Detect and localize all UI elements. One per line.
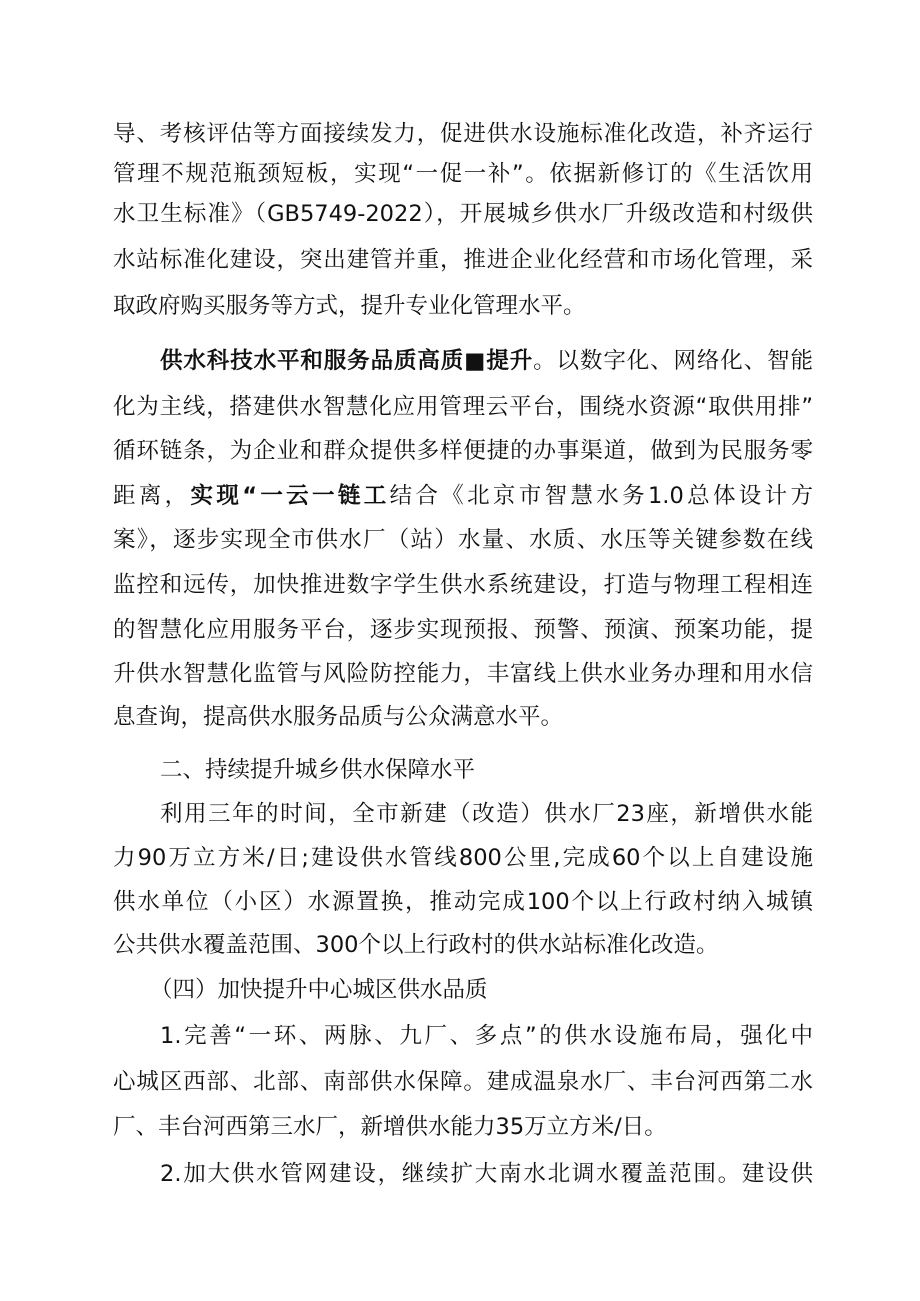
paragraph-line: 导、考核评估等方面接续发力，促进供水设施标准化改造，补齐运行	[113, 121, 813, 147]
paragraph-line: 升供水智慧化监管与风险防控能力，丰富线上供水业务办理和用水信	[113, 661, 813, 687]
subsection-heading: （四）加快提升中心城区供水品质	[150, 977, 488, 1003]
paragraph-line: 管理不规范瓶颈短板，实现“一促一补”。依据新修订的《生活饮用	[113, 161, 813, 187]
paragraph-first-line: 利用三年的时间，全市新建（改造）供水厂23座，新增供水能	[160, 801, 813, 827]
paragraph-line: 供水单位（小区）水源置换，推动完成100个以上行政村纳入城镇	[113, 889, 813, 915]
list-item-line: 厂、丰台河西第三水厂，新增供水能力35万立方米/日。	[113, 1114, 667, 1140]
list-item-line: 心城区西部、北部、南部供水保障。建成温泉水厂、丰台河西第二水	[113, 1069, 813, 1095]
paragraph-text: 结合《北京市智慧水务1.0总体设计方	[389, 483, 813, 509]
paragraph-line: 化为主线，搭建供水智慧化应用管理云平台，围绕水资源“取供用排”	[113, 394, 813, 420]
paragraph-line: 的智慧化应用服务平台，逐步实现预报、预警、预演、预案功能，提	[113, 617, 813, 643]
bold-lead-text: 供水科技水平和服务品质高质■提升	[160, 348, 534, 374]
paragraph-first-line	[160, 341, 813, 381]
paragraph-text: 。以数字化、网络化、智能	[533, 348, 813, 374]
section-heading: 二、持续提升城乡供水保障水平	[160, 757, 476, 783]
paragraph-line: 监控和远传，加快推进数字学生供水系统建设，打造与物理工程相连	[113, 572, 813, 598]
list-item-line: 1.完善“一环、两脉、九厂、多点”的供水设施布局，强化中	[160, 1023, 813, 1049]
paragraph-line: 案》，逐步实现全市供水厂（站）水量、水质、水压等关键参数在线	[113, 527, 813, 553]
paragraph-line: 息查询，提高供水服务品质与公众满意水平。	[113, 704, 564, 730]
paragraph-line: 力90万立方米/日;建设供水管线800公里,完成60个以上自建设施	[113, 845, 813, 871]
paragraph-line: 水站标准化建设，突出建管并重，推进企业化经营和市场化管理，采	[113, 247, 813, 273]
paragraph-text: 距离，	[113, 483, 191, 509]
paragraph-line	[113, 476, 813, 516]
paragraph-line: 公共供水覆盖范围、300个以上行政村的供水站标准化改造。	[113, 932, 719, 958]
bold-inline-text: 实现“一云一链工	[190, 483, 390, 509]
paragraph-line: 水卫生标准》（GB5749-2022），开展城乡供水厂升级改造和村级供	[113, 201, 813, 227]
list-item-line: 2.加大供水管网建设，继续扩大南水北调水覆盖范围。建设供	[160, 1161, 813, 1187]
paragraph-line: 取政府购买服务等方式，提升专业化管理水平。	[113, 293, 586, 319]
paragraph-line: 循环链条，为企业和群众提供多样便捷的办事渠道，做到为民服务零	[113, 438, 813, 464]
